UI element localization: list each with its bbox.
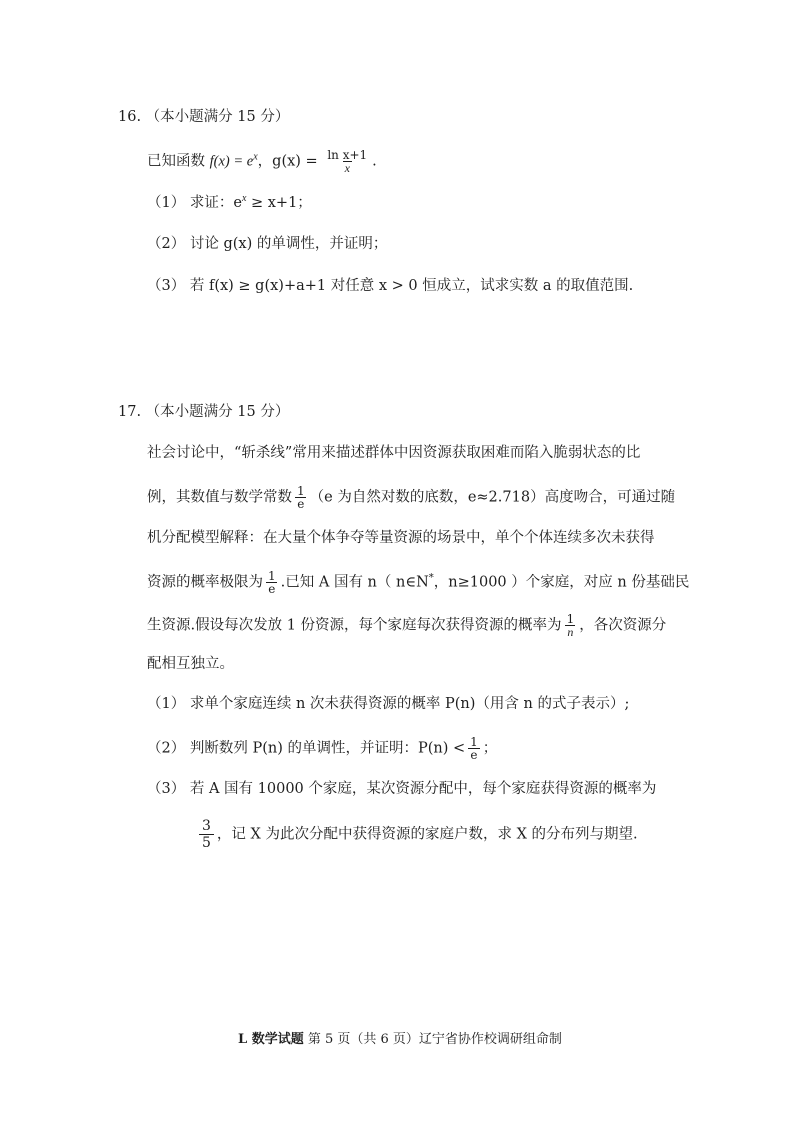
q16-g-def: ，g(x) =	[257, 153, 318, 170]
q17-part3-label: （3）	[147, 781, 186, 797]
q17-part1	[147, 694, 629, 714]
q17-line5	[147, 613, 666, 638]
q16-part3-text: 若 f(x) ≥ g(x)+a+1 对任意 x > 0 恒成立，试求实数 a 的取值范围.	[189, 278, 634, 294]
q16-intro-text: 已知函数	[147, 153, 210, 170]
q17-part3-fraction	[199, 818, 214, 851]
q17-line5-den: n	[567, 625, 574, 639]
q17-part3	[147, 779, 656, 799]
q16-header: 16. （本小题满分 15 分）	[118, 109, 290, 125]
q16-part1-text-a: 求证：e	[189, 195, 242, 211]
q17-part3-line1: 若 A 国有 10000 个家庭，某次资源分配中，每个家庭获得资源的概率为	[189, 781, 657, 797]
q17-part1-text: 求单个家庭连续 n 次未获得资源的概率 P(n)（用含 n 的式子表示）;	[189, 696, 630, 712]
q17-line6: 配相互独立。	[147, 656, 234, 672]
q17-part3-num: 3	[202, 818, 211, 834]
q17-line4-num: 1	[268, 569, 276, 583]
q17-part2	[147, 736, 497, 761]
q17-line2-den: e	[297, 497, 305, 511]
q17-line3: 机分配模型解释：在大量个体争夺等量资源的场景中，单个个体连续多次未获得	[147, 530, 655, 546]
q17-line4-text-b: .已知 A 国有 n（ n∈N	[280, 574, 429, 591]
q17-header: 17. （本小题满分 15 分）	[118, 404, 290, 420]
q17-line2-fraction	[295, 485, 307, 510]
q17-part2-fraction	[468, 736, 480, 761]
q16-part2-text: 讨论 g(x) 的单调性，并证明；	[189, 236, 388, 252]
q17-line2	[147, 485, 675, 510]
q16-part2-label: （2）	[147, 236, 186, 252]
q17-line4-den: e	[268, 582, 276, 596]
q17-part3-cont	[196, 818, 638, 851]
q17-line2-text-b: （e 为自然对数的底数，e≈2.718）高度吻合，可通过随	[309, 489, 676, 506]
q17-line2-text-a: 例，其数值与数学常数	[147, 489, 292, 506]
page-footer	[0, 1028, 800, 1047]
q17-line5-fraction	[565, 613, 577, 638]
q17-part3-den: 5	[199, 834, 214, 851]
q16-intro-end: .	[372, 153, 377, 170]
footer-subject: L 数学试题	[238, 1032, 304, 1047]
q17-line5-num: 1	[566, 612, 575, 626]
q17-part2-num: 1	[470, 735, 478, 749]
q16-part1-sup: x	[241, 193, 247, 204]
q17-part1-label: （1）	[147, 696, 186, 712]
q17-part2-text-a: 判断数列 P(n) 的单调性，并证明：P(n) <	[189, 740, 466, 757]
q17-line4	[147, 570, 689, 595]
footer-page-info: 第 5 页（共 6 页）辽宁省协作校调研组命制	[303, 1032, 562, 1047]
q17-line4-fraction	[266, 570, 278, 595]
q17-line2-num: 1	[297, 484, 305, 498]
q17-part2-label: （2）	[147, 740, 186, 757]
q16-part1-text-b: ≥ x+1；	[246, 195, 312, 211]
q17-line4-text-c: ，n≥1000 ）个家庭，对应 n 份基础民	[433, 574, 690, 591]
q17-line1: 社会讨论中，“斩杀线”常用来描述群体中因资源获取困难而陷入脆弱状态的比	[147, 445, 641, 461]
q16-part1	[147, 193, 312, 213]
q16-part3-label: （3）	[147, 278, 186, 294]
q16-part1-label: （1）	[147, 195, 186, 211]
q17-line4-sup: *	[428, 572, 434, 584]
q16-g-denominator: x	[344, 161, 350, 175]
q16-g-numerator: ln x+1	[327, 148, 368, 162]
q17-part2-text-b: ；	[482, 740, 498, 757]
q16-g-fraction	[325, 149, 369, 174]
q17-line5-text-b: ，各次资源分	[579, 617, 667, 634]
q16-f-def: f(x) = e	[209, 153, 254, 170]
q16-part2	[147, 234, 387, 254]
q16-f-sup: x	[253, 151, 258, 163]
q16-intro	[147, 149, 377, 174]
q17-line4-text-a: 资源的概率极限为	[147, 574, 263, 591]
q17-line5-text-a: 生资源.假设每次发放 1 份资源，每个家庭每次获得资源的概率为	[147, 617, 562, 634]
q17-part3-line2: ，记 X 为此次分配中获得资源的家庭户数，求 X 的分布列与期望.	[216, 826, 638, 843]
q16-part3	[147, 276, 633, 296]
q17-part2-den: e	[470, 748, 478, 762]
